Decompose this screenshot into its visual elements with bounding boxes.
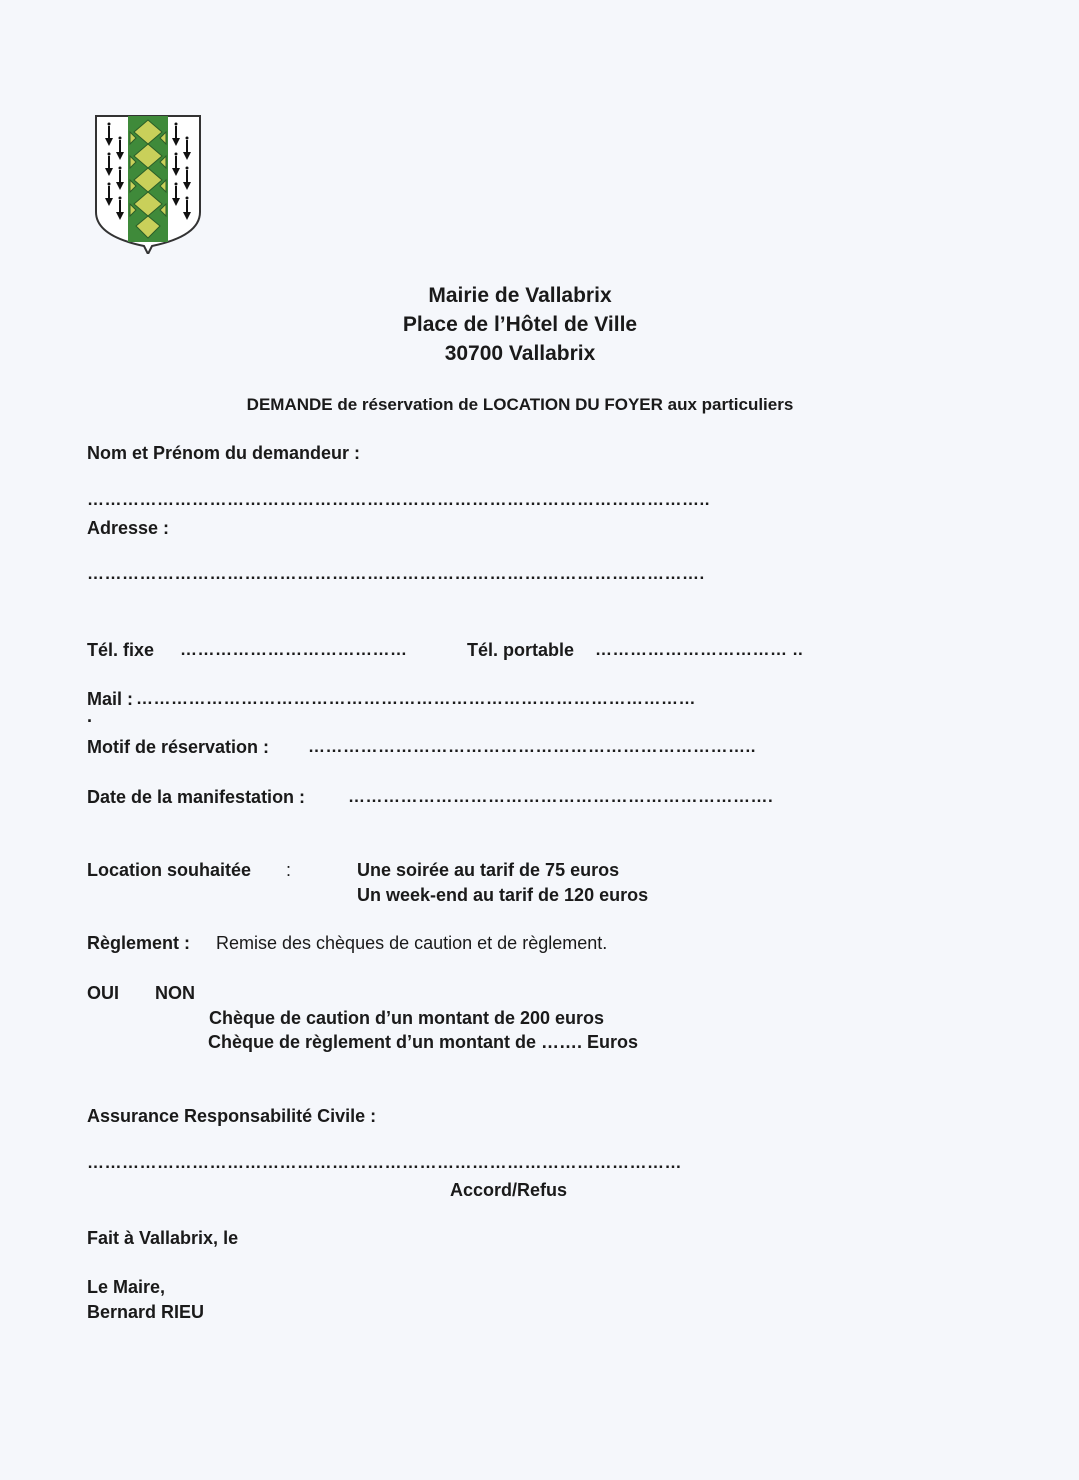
- location-option-soiree[interactable]: Une soirée au tarif de 75 euros: [357, 860, 620, 880]
- mail-label: Mail :: [87, 689, 134, 709]
- applicant-field[interactable]: ……………………………………………………………………………………………..: [87, 490, 710, 509]
- non-option[interactable]: NON: [155, 983, 195, 1003]
- accord-refus-label: Accord/Refus: [450, 1180, 568, 1200]
- reglement-text: Remise des chèques de caution et de règlement.: [216, 933, 608, 953]
- tel-portable-label: Tél. portable: [467, 640, 575, 660]
- cheque-caution-line: Chèque de caution d’un montant de 200 euros: [209, 1008, 605, 1028]
- tel-fixe-label: Tél. fixe: [87, 640, 155, 660]
- maire-title: Le Maire,: [87, 1277, 166, 1297]
- reglement-label: Règlement :: [87, 933, 191, 953]
- applicant-label: Nom et Prénom du demandeur :: [87, 443, 361, 463]
- cheque-reglement-line: Chèque de règlement d’un montant de ……. Euros: [208, 1032, 639, 1052]
- oui-option[interactable]: OUI: [87, 983, 120, 1003]
- header-street: Place de l’Hôtel de Ville: [402, 313, 638, 336]
- location-label: Location souhaitée: [87, 860, 252, 880]
- location-option-weekend[interactable]: Un week-end au tarif de 120 euros: [357, 885, 649, 905]
- fait-a-label: Fait à Vallabrix, le: [87, 1228, 239, 1248]
- tel-fixe-field[interactable]: …………………………………: [180, 640, 408, 659]
- maire-name: Bernard RIEU: [87, 1302, 205, 1322]
- tel-portable-field[interactable]: …………………………… ..: [595, 640, 804, 659]
- header-town-name: Mairie de Vallabrix: [428, 284, 612, 307]
- assurance-label: Assurance Responsabilité Civile :: [87, 1106, 377, 1126]
- motif-label: Motif de réservation :: [87, 737, 270, 757]
- stray-dot: .: [87, 706, 93, 726]
- form-title: DEMANDE de réservation de LOCATION DU FOYER aux particuliers: [246, 395, 794, 414]
- location-colon: :: [286, 860, 292, 880]
- address-label: Adresse :: [87, 518, 170, 538]
- header-postcode-city: 30700 Vallabrix: [444, 342, 596, 365]
- date-label: Date de la manifestation :: [87, 787, 306, 807]
- address-field[interactable]: …………………………………………………………………………………………….: [87, 564, 705, 583]
- motif-field[interactable]: …………………………………………………………………..: [308, 737, 756, 756]
- mail-field[interactable]: ……………………………………………………………………………………: [136, 689, 696, 708]
- assurance-field[interactable]: …………………………………………………………………………………………: [87, 1153, 682, 1172]
- coat-of-arms-logo: [92, 112, 204, 254]
- date-field[interactable]: ……………………………………………………………….: [348, 787, 774, 806]
